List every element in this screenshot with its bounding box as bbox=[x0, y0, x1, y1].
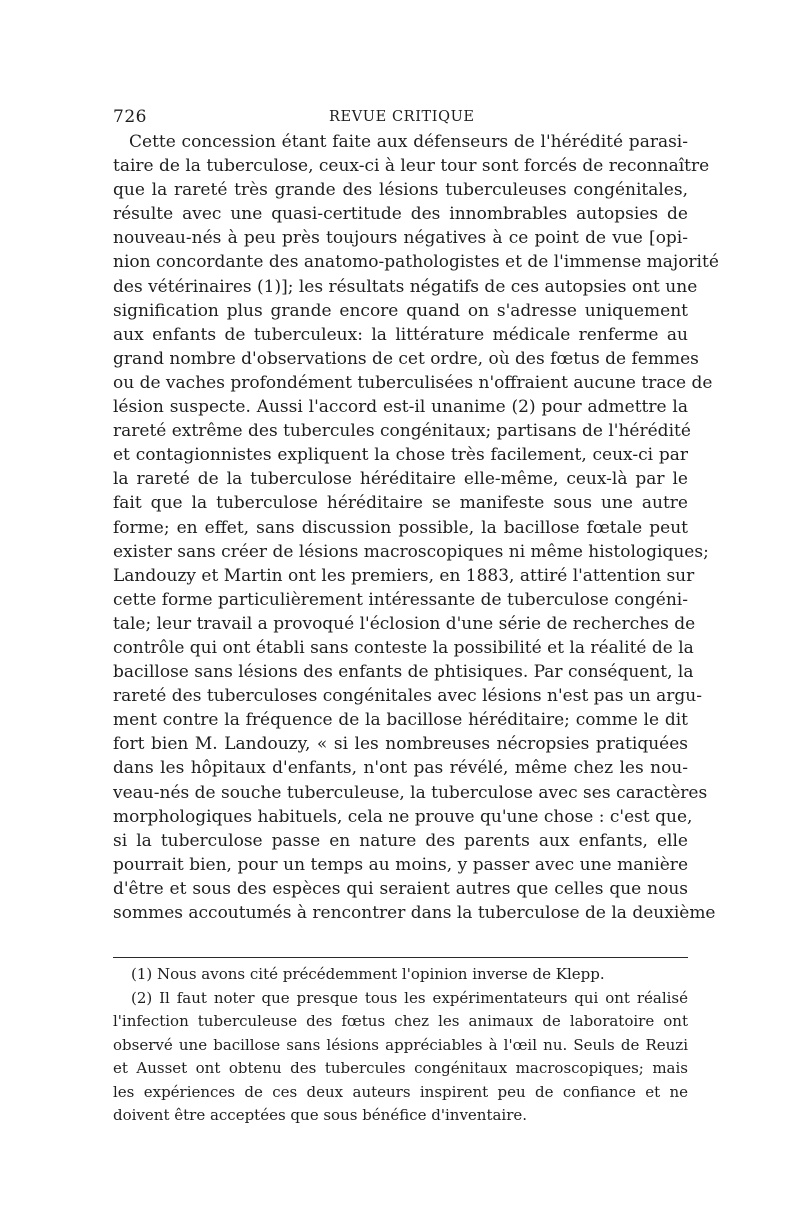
text-line: morphologiques habituels, cela ne prouve qu'une chose : c'est que, bbox=[113, 806, 693, 827]
footnote-line: et Ausset ont obtenu des tubercules congénitaux macroscopiques; mais bbox=[113, 1059, 688, 1077]
text-line: rareté extrême des tubercules congénitaux; partisans de l'hérédité bbox=[113, 421, 691, 442]
running-head: REVUE CRITIQUE bbox=[329, 109, 475, 125]
text-line: des vétérinaires (1)]; les résultats négatifs de ces autopsies ont une bbox=[113, 276, 698, 297]
text-line: ou de vaches profondément tuberculisées n'offraient aucune trace de bbox=[113, 372, 713, 393]
text-line: résulte avec une quasi-certitude des innombrables autopsies de bbox=[113, 204, 688, 225]
text-line: fait que la tuberculose héréditaire se manifeste sous une autre bbox=[113, 493, 688, 514]
page-number: 726 bbox=[113, 107, 147, 127]
text-line: sommes accoutumés à rencontrer dans la tuberculose de la deuxième bbox=[113, 903, 716, 923]
footnote-line: l'infection tuberculeuse des fœtus chez les animaux de laboratoire ont bbox=[113, 1012, 688, 1030]
footnotes bbox=[113, 963, 688, 1128]
footnote-line: doivent être acceptées que sous bénéfice d'inventaire. bbox=[113, 1106, 528, 1124]
text-line: tale; leur travail a provoqué l'éclosion d'une série de recherches de bbox=[113, 613, 696, 634]
text-line: Landouzy et Martin ont les premiers, en 1883, attiré l'attention sur bbox=[113, 565, 695, 586]
text-line: ment contre la fréquence de la bacillose héréditaire; comme le dit bbox=[113, 710, 688, 731]
footnote-divider bbox=[113, 957, 688, 958]
text-line: pourrait bien, pour un temps au moins, y passer avec une manière bbox=[113, 854, 688, 875]
text-line: taire de la tuberculose, ceux-ci à leur tour sont forcés de reconnaître bbox=[113, 156, 710, 177]
text-line: veau-nés de souche tuberculeuse, la tuberculose avec ses caractères bbox=[113, 782, 708, 803]
footnote-line: (2) Il faut noter que presque tous les expérimentateurs qui ont réalisé bbox=[131, 988, 688, 1007]
text-line: si la tuberculose passe en nature des parents aux enfants, elle bbox=[113, 830, 688, 851]
text-line: contrôle qui ont établi sans conteste la possibilité et la réalité de la bbox=[113, 637, 694, 658]
text-line: Cette concession étant faite aux défenseurs de l'hérédité parasi- bbox=[129, 132, 688, 152]
text-line: grand nombre d'observations de cet ordre, où des fœtus de femmes bbox=[113, 348, 699, 369]
text-line: aux enfants de tuberculeux: la littérature médicale renferme au bbox=[113, 324, 688, 345]
text-line: forme; en effet, sans discussion possible, la bacillose fœtale peut bbox=[113, 517, 688, 538]
text-line: rareté des tuberculoses congénitales avec lésions n'est pas un argu- bbox=[113, 686, 702, 707]
text-line: exister sans créer de lésions macroscopiques ni même histologiques; bbox=[113, 541, 709, 562]
footnote-line: (1) Nous avons cité précédemment l'opinion inverse de Klepp. bbox=[131, 965, 605, 983]
text-line: nion concordante des anatomo-pathologistes et de l'immense majorité bbox=[113, 252, 719, 273]
text-line: bacillose sans lésions des enfants de phtisiques. Par conséquent, la bbox=[113, 662, 694, 683]
text-line: cette forme particulièrement intéressante de tuberculose congéni- bbox=[113, 589, 688, 610]
text-line: dans les hôpitaux d'enfants, n'ont pas révélé, même chez les nou- bbox=[113, 758, 688, 779]
footnote-line: observé une bacillose sans lésions appréciables à l'œil nu. Seuls de Reuzi bbox=[113, 1035, 688, 1054]
text-line: d'être et sous des espèces qui seraient autres que celles que nous bbox=[113, 878, 688, 899]
body-text bbox=[113, 130, 719, 925]
text-line: signification plus grande encore quand on s'adresse uniquement bbox=[113, 300, 688, 321]
text-line: et contagionnistes expliquent la chose très facilement, ceux-ci par bbox=[113, 445, 688, 466]
text-line: nouveau-nés à peu près toujours négatives à ce point de vue [opi- bbox=[113, 228, 688, 249]
footnote-line: les expériences de ces deux auteurs inspirent peu de confiance et ne bbox=[113, 1082, 688, 1101]
text-line: la rareté de la tuberculose héréditaire elle-même, ceux-là par le bbox=[113, 469, 688, 490]
text-line: lésion suspecte. Aussi l'accord est-il unanime (2) pour admettre la bbox=[113, 397, 688, 418]
text-line: fort bien M. Landouzy, « si les nombreuses nécropsies pratiquées bbox=[113, 734, 688, 755]
text-line: que la rareté très grande des lésions tuberculeuses congénitales, bbox=[113, 180, 688, 201]
page-header bbox=[113, 107, 685, 129]
